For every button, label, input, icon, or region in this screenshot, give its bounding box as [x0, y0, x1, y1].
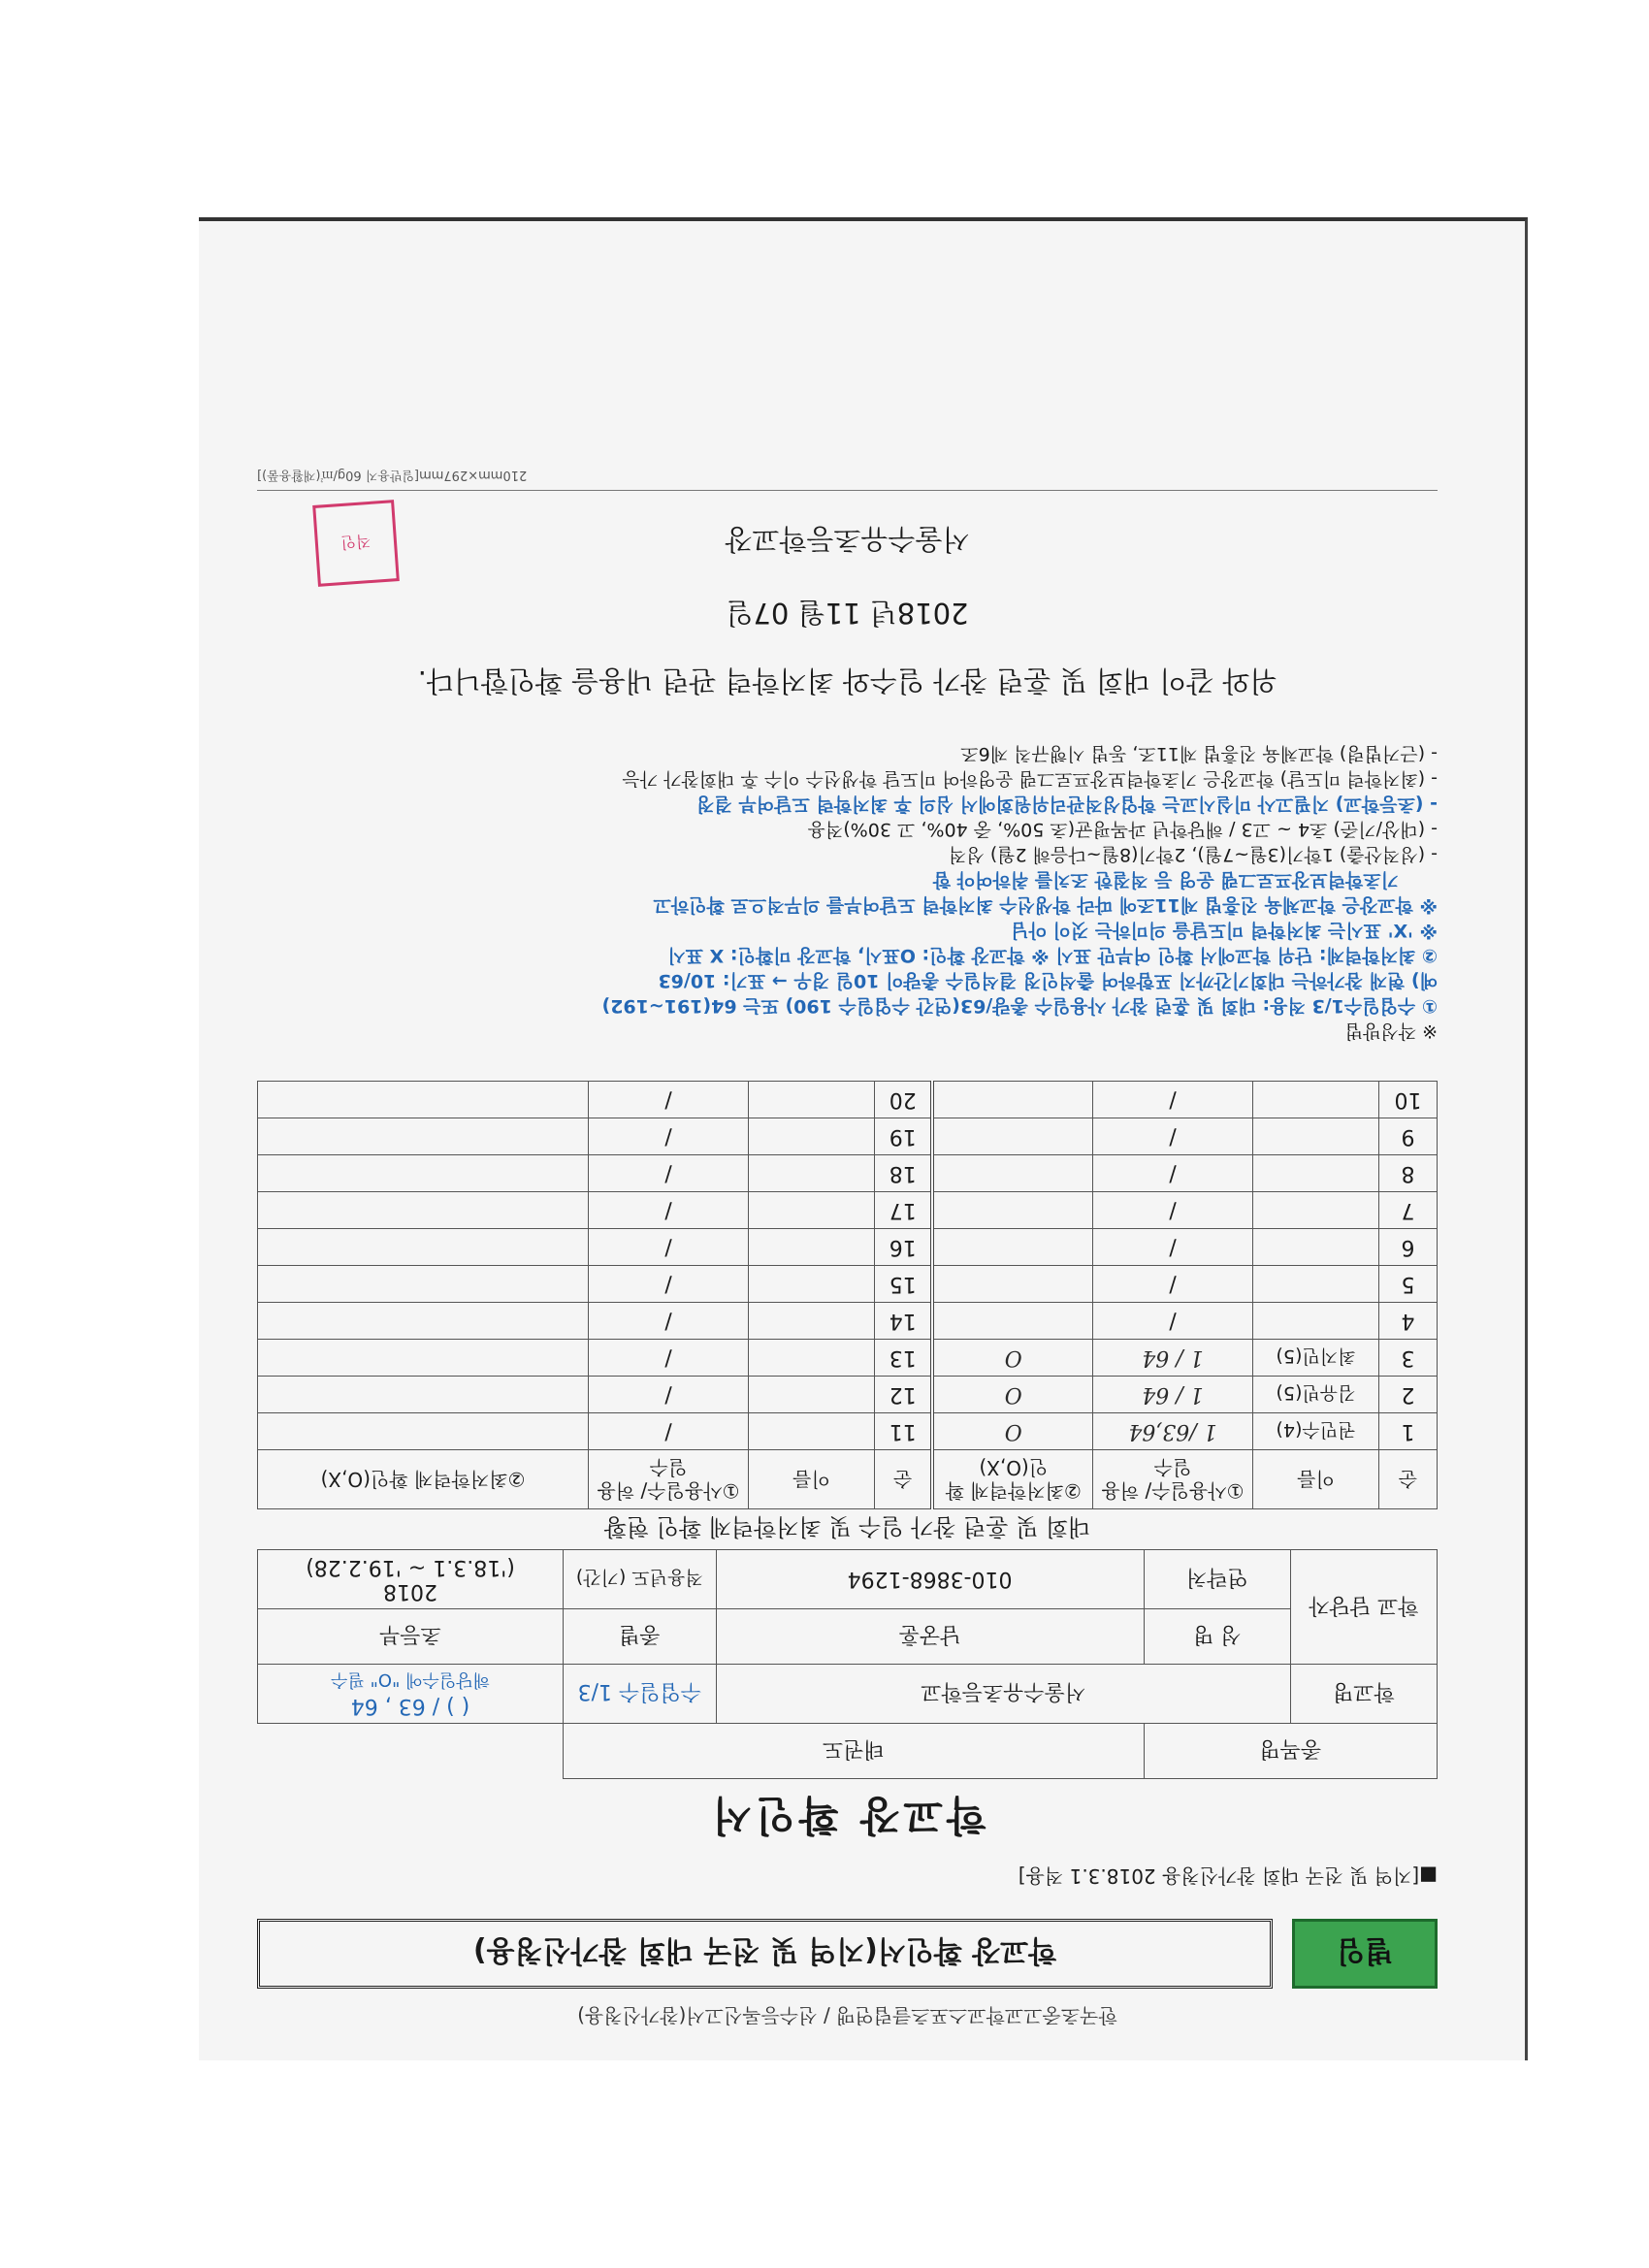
row-days: /	[589, 1229, 749, 1266]
row-days: /	[1093, 1155, 1253, 1192]
row-name	[749, 1303, 875, 1340]
instructions	[257, 741, 1438, 1044]
row-no: 11	[875, 1413, 933, 1450]
table-row	[258, 1303, 1438, 1340]
row-grade	[933, 1229, 1093, 1266]
row-grade: O	[933, 1413, 1093, 1450]
col-name: 이름	[749, 1450, 875, 1509]
table-row	[258, 1155, 1438, 1192]
row-grade	[258, 1155, 589, 1192]
official-seal-stamp: 직인	[312, 500, 400, 587]
row-no: 1	[1379, 1413, 1438, 1450]
table-row	[258, 1229, 1438, 1266]
note-line: - (최저학력 미도달) 학교장은 기초학력보장프로그램 운영하여 미도달 학생선수 이수 후 대회참가 가능	[622, 768, 1438, 790]
row-days: 1 / 64	[1093, 1340, 1253, 1377]
note-line: - (근거법령) 학교체육 진흥법 제11조, 동법 시행규칙 제6조	[960, 743, 1438, 764]
row-grade	[933, 1118, 1093, 1155]
note-line: ※ 'X' 표시는 최저학력 미도달을 의미하는 것이 아님	[1011, 920, 1438, 941]
page-header: 한국초중고교학교스포츠클럽연맹 / 선수등록신고서(참가신청용)	[577, 2004, 1117, 2027]
note-line: - (성적산출) 1학기(3월~7월), 2학기(8월~다음해 2월) 성적	[949, 844, 1438, 865]
table-row	[258, 1192, 1438, 1229]
row-no: 10	[1379, 1082, 1438, 1118]
table-row	[258, 1340, 1438, 1377]
note-line: - (초등학교) 지필고사 미실시교는 학업성적관리위원회에서 심의 후 최저학력 도달여부 결정	[696, 794, 1438, 815]
row-grade	[933, 1082, 1093, 1118]
row-name	[749, 1340, 875, 1377]
row-days: /	[589, 1082, 749, 1118]
row-grade	[258, 1413, 589, 1450]
row-no: 7	[1379, 1192, 1438, 1229]
row-grade	[258, 1082, 589, 1118]
row-days: /	[589, 1192, 749, 1229]
level-value: 초등부	[258, 1609, 564, 1665]
row-name	[749, 1118, 875, 1155]
row-name	[1253, 1192, 1379, 1229]
note-line: - (대상/기준) 초4 ~ 고3 / 해당학년 과목평균(초 50%, 중 40%, 고 30%)적용	[807, 819, 1438, 840]
note-heading: ※ 작성방법	[1344, 1021, 1438, 1042]
paper-spec-footer: 210mm×297mm[일반용지 60g/㎡(재활용품)]	[257, 468, 1438, 491]
title-row	[257, 1919, 1438, 1989]
note-line: 기초학력보장프로그램 운영 등 적절한 조치를 취하여야 함	[932, 869, 1399, 891]
col-no: 순	[875, 1450, 933, 1509]
row-days: /	[1093, 1192, 1253, 1229]
note-line: ① 수업일수1/3 적용: 대회 및 훈련 참가 사용일수 총량/63(연간 수업일수 190) 또는 64(191~192)	[601, 995, 1438, 1017]
school-name: 서울수유초등학교	[716, 1665, 1290, 1724]
level-label: 종별	[564, 1609, 717, 1665]
note-line: 예) 현재 참가하는 대회기간까지 포함하여 출석인정 결석일수 총량이 10일 경우 → 표기: 10/63	[658, 970, 1438, 991]
name-label: 성 명	[1144, 1609, 1290, 1665]
col-no: 순	[1379, 1450, 1438, 1509]
col-grade: ②최저학력제 확인(O,X)	[933, 1450, 1093, 1509]
scanned-page	[199, 217, 1528, 2060]
row-name	[749, 1192, 875, 1229]
row-days: /	[589, 1118, 749, 1155]
row-no: 13	[875, 1340, 933, 1377]
status-table-title: 대회 및 훈련 참가 일수 및 최저학력제 확인 현황	[603, 1513, 1091, 1540]
row-no: 12	[875, 1377, 933, 1413]
row-no: 6	[1379, 1229, 1438, 1266]
confirmation-statement: 위와 같이 대회 및 훈련 참가 일수와 최저학력 관련 내용을 확인합니다.	[417, 664, 1277, 697]
row-grade	[258, 1340, 589, 1377]
row-no: 2	[1379, 1377, 1438, 1413]
row-days: /	[589, 1340, 749, 1377]
row-name	[749, 1413, 875, 1450]
note-line: ② 최저학력제: 단위 학교에서 확인 여부만 표시 ※ 학교장 확인: O표시, 학교장 미확인: X 표시	[667, 945, 1438, 966]
row-no: 17	[875, 1192, 933, 1229]
row-name	[1253, 1155, 1379, 1192]
row-name	[749, 1155, 875, 1192]
form-title: 학교장 확인서	[708, 1792, 986, 1839]
table-row	[258, 1266, 1438, 1303]
row-days: /	[1093, 1082, 1253, 1118]
rate-note: 해당일수에 "O" 필수	[331, 1669, 490, 1691]
col-days: ①사용일수/ 허용일수	[1093, 1450, 1253, 1509]
period-value: ('18.3.1 ~ '19.2.28)	[306, 1555, 515, 1579]
row-grade	[258, 1266, 589, 1303]
row-grade	[933, 1266, 1093, 1303]
year-cell	[258, 1550, 564, 1609]
row-no: 19	[875, 1118, 933, 1155]
row-days: 1 / 64	[1093, 1377, 1253, 1413]
row-days: /	[589, 1266, 749, 1303]
rate-cell	[258, 1665, 564, 1724]
row-name	[749, 1229, 875, 1266]
row-days: 1 /63,64	[1093, 1413, 1253, 1450]
principal-signature: 서울수유초등학교장	[725, 523, 970, 556]
table-row	[258, 1377, 1438, 1413]
row-name: 김유빈(5)	[1253, 1377, 1379, 1413]
document-title-box: 학교장 확인서(지역 및 전국 대회 참가신청용)	[257, 1919, 1273, 1989]
row-name	[749, 1377, 875, 1413]
row-grade	[258, 1192, 589, 1229]
row-no: 4	[1379, 1303, 1438, 1340]
table-row	[258, 1082, 1438, 1118]
row-no: 8	[1379, 1155, 1438, 1192]
col-grade: ②최저학력제 확인(O,X)	[258, 1450, 589, 1509]
row-name	[1253, 1303, 1379, 1340]
event-label: 종목명	[1144, 1724, 1437, 1779]
row-no: 20	[875, 1082, 933, 1118]
note-line: ※ 학교장은 학교체육 진흥법 제11조에 따라 학생선수 최저학력 도달여부를 의무적으로 확인하고	[653, 894, 1438, 916]
name-value: 남궁훈	[716, 1609, 1144, 1665]
row-grade	[933, 1192, 1093, 1229]
row-days: /	[589, 1377, 749, 1413]
rate-value: ( ) / 63 , 64	[350, 1694, 470, 1719]
row-no: 3	[1379, 1340, 1438, 1377]
col-days: ①사용일수/ 허용일수	[589, 1450, 749, 1509]
row-grade	[258, 1303, 589, 1340]
row-name	[1253, 1229, 1379, 1266]
issue-date: 2018년 11월 07일	[726, 597, 969, 630]
table-row	[258, 1413, 1438, 1450]
row-grade	[258, 1229, 589, 1266]
manager-label: 학교 담당자	[1290, 1550, 1437, 1665]
year-value: 2018	[383, 1579, 438, 1604]
row-days: /	[1093, 1229, 1253, 1266]
attachment-badge: 별임	[1292, 1919, 1438, 1989]
row-days: /	[1093, 1266, 1253, 1303]
row-grade	[933, 1155, 1093, 1192]
row-grade: O	[933, 1377, 1093, 1413]
event-value: 태권도	[564, 1724, 1145, 1779]
row-days: /	[589, 1155, 749, 1192]
row-name	[1253, 1118, 1379, 1155]
row-no: 5	[1379, 1266, 1438, 1303]
row-name	[1253, 1082, 1379, 1118]
row-no: 9	[1379, 1118, 1438, 1155]
row-no: 16	[875, 1229, 933, 1266]
school-info-table	[257, 1549, 1438, 1779]
row-name	[749, 1266, 875, 1303]
contact-value: 010-3868-1294	[716, 1550, 1144, 1609]
contact-label: 연락처	[1144, 1550, 1290, 1609]
row-no: 15	[875, 1266, 933, 1303]
participation-table	[257, 1081, 1438, 1509]
row-grade	[933, 1303, 1093, 1340]
row-name: 최지민(5)	[1253, 1340, 1379, 1377]
row-days: /	[589, 1413, 749, 1450]
scope-line: ■[지역 및 전국 대회 참가신청용 2018.3.1 적용]	[1018, 1864, 1438, 1888]
col-name: 이름	[1253, 1450, 1379, 1509]
year-label: 적용년도 (기간)	[564, 1550, 717, 1609]
row-days: /	[1093, 1303, 1253, 1340]
row-days: /	[1093, 1118, 1253, 1155]
row-grade	[258, 1118, 589, 1155]
table-row	[258, 1118, 1438, 1155]
row-name	[1253, 1266, 1379, 1303]
school-label: 학교명	[1290, 1665, 1437, 1724]
row-name: 권민수(4)	[1253, 1413, 1379, 1450]
row-grade: O	[933, 1340, 1093, 1377]
row-grade	[258, 1377, 589, 1413]
rate-label: 수업일수 1/3	[564, 1665, 717, 1724]
row-no: 18	[875, 1155, 933, 1192]
row-no: 14	[875, 1303, 933, 1340]
row-name	[749, 1082, 875, 1118]
row-days: /	[589, 1303, 749, 1340]
rotated-content	[199, 221, 1525, 2060]
